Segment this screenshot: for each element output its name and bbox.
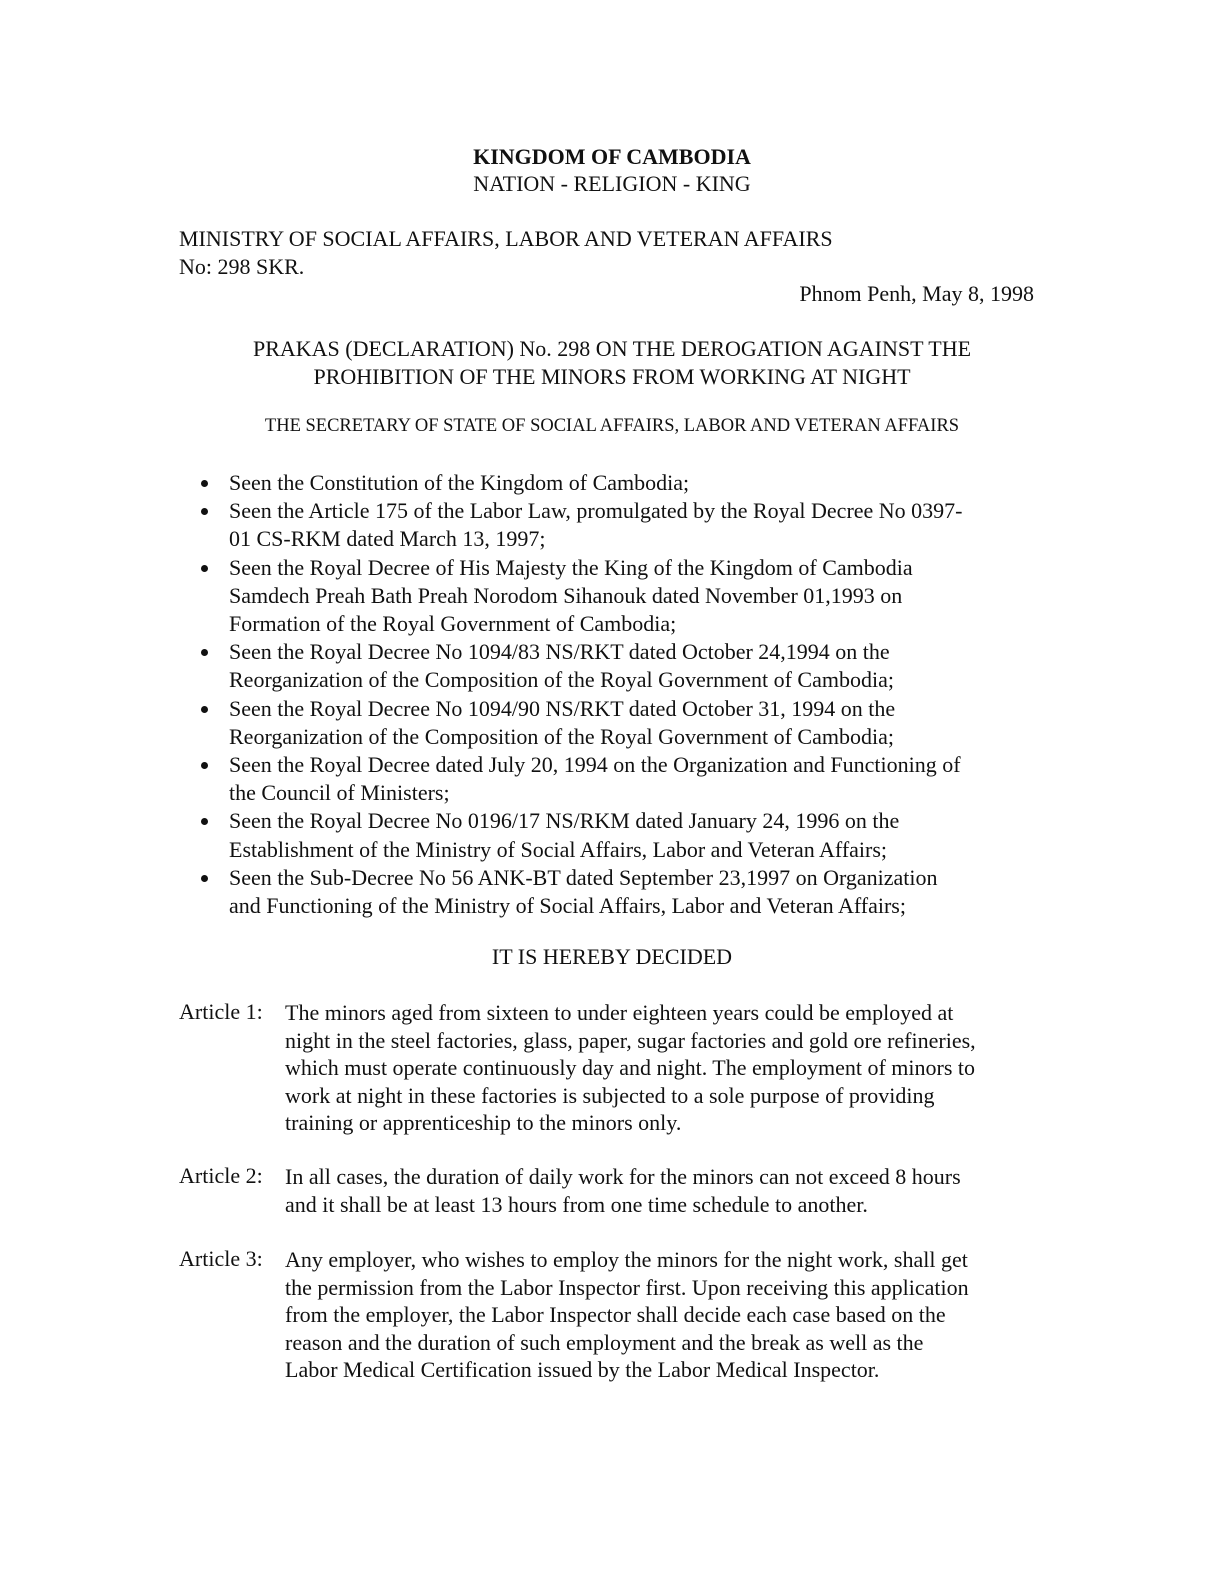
article-line: night in the steel factories, glass, paper, sugar factories and gold ore refineries, [285, 1027, 976, 1053]
consideration-line: Seen the Royal Decree of His Majesty the King of the Kingdom of Cambodia [229, 554, 913, 580]
consideration-line: Seen the Royal Decree No 1094/83 NS/RKT dated October 24,1994 on the [229, 639, 890, 665]
consideration-item [198, 554, 1038, 639]
document-title-line-1: PRAKAS (DECLARATION) No. 298 ON THE DEROGATION AGAINST THE [252, 336, 972, 361]
consideration-line: Seen the Constitution of the Kingdom of Cambodia; [229, 470, 690, 495]
article-line: and it shall be at least 13 hours from one time schedule to another. [285, 1191, 868, 1217]
kingdom-heading: KINGDOM OF CAMBODIA [473, 144, 751, 169]
consideration-line: 01 CS-RKM dated March 13, 1997; [229, 526, 546, 552]
document-number: No: 298 SKR. [179, 254, 305, 279]
consideration-line: Seen the Sub-Decree No 56 ANK-BT dated September 23,1997 on Organization [229, 864, 938, 890]
place-and-date: Phnom Penh, May 8, 1998 [799, 281, 1034, 306]
consideration-item [198, 469, 1038, 497]
consideration-line: Reorganization of the Composition of the Royal Government of Cambodia; [229, 667, 894, 693]
article-line: Labor Medical Certification issued by the Labor Medical Inspector. [285, 1357, 880, 1382]
consideration-line: Formation of the Royal Government of Cambodia; [229, 611, 677, 637]
consideration-item [198, 864, 1038, 920]
article-line: reason and the duration of such employment and the break as well as the [285, 1329, 924, 1355]
consideration-item [198, 638, 1038, 694]
consideration-line: Reorganization of the Composition of the Royal Government of Cambodia; [229, 723, 894, 749]
national-motto: NATION - RELIGION - KING [473, 171, 751, 196]
ministry-name: MINISTRY OF SOCIAL AFFAIRS, LABOR AND VETERAN AFFAIRS [179, 226, 833, 251]
article-line: the permission from the Labor Inspector first. Upon receiving this application [285, 1274, 969, 1300]
consideration-line: Seen the Royal Decree dated July 20, 1994 on the Organization and Functioning of [229, 752, 961, 778]
article-line: from the employer, the Labor Inspector shall decide each case based on the [285, 1302, 946, 1327]
consideration-item [198, 497, 1038, 553]
article-label: Article 2: [179, 1163, 263, 1188]
article-line: Any employer, who wishes to employ the minors for the night work, shall get [285, 1247, 968, 1272]
consideration-line: Seen the Royal Decree No 1094/90 NS/RKT dated October 31, 1994 on the [229, 695, 896, 721]
article-body [285, 1163, 1035, 1218]
article-line: In all cases, the duration of daily work for the minors can not exceed 8 hours [285, 1164, 961, 1189]
consideration-item [198, 807, 1038, 863]
consideration-line: the Council of Ministers; [229, 780, 450, 806]
consideration-item [198, 695, 1038, 751]
consideration-item [198, 751, 1038, 807]
issuing-authority: THE SECRETARY OF STATE OF SOCIAL AFFAIRS, LABOR AND VETERAN AFFAIRS [264, 416, 960, 436]
article-label: Article 3: [179, 1246, 263, 1271]
consideration-line: Establishment of the Ministry of Social Affairs, Labor and Veteran Affairs; [229, 836, 888, 862]
article-body [285, 1246, 1035, 1384]
article-body [285, 999, 1035, 1137]
article-line: which must operate continuously day and night. The employment of minors to [285, 1055, 976, 1080]
document-title-line-2: PROHIBITION OF THE MINORS FROM WORKING AT NIGHT [313, 364, 911, 389]
article-line: The minors aged from sixteen to under eighteen years could be employed at [285, 1000, 954, 1025]
consideration-line: Seen the Royal Decree No 0196/17 NS/RKM dated January 24, 1996 on the [229, 808, 900, 834]
article-line: training or apprenticeship to the minors only. [285, 1110, 682, 1135]
consideration-line: Seen the Article 175 of the Labor Law, promulgated by the Royal Decree No 0397- [229, 498, 963, 524]
article-line: work at night in these factories is subjected to a sole purpose of providing [285, 1082, 935, 1108]
consideration-line: Samdech Preah Bath Preah Norodom Sihanouk dated November 01,1993 on [229, 582, 903, 608]
article-label: Article 1: [179, 999, 263, 1024]
decision-heading: IT IS HEREBY DECIDED [491, 944, 733, 969]
consideration-line: and Functioning of the Ministry of Social Affairs, Labor and Veteran Affairs; [229, 893, 906, 919]
considerations-list [198, 469, 1038, 920]
